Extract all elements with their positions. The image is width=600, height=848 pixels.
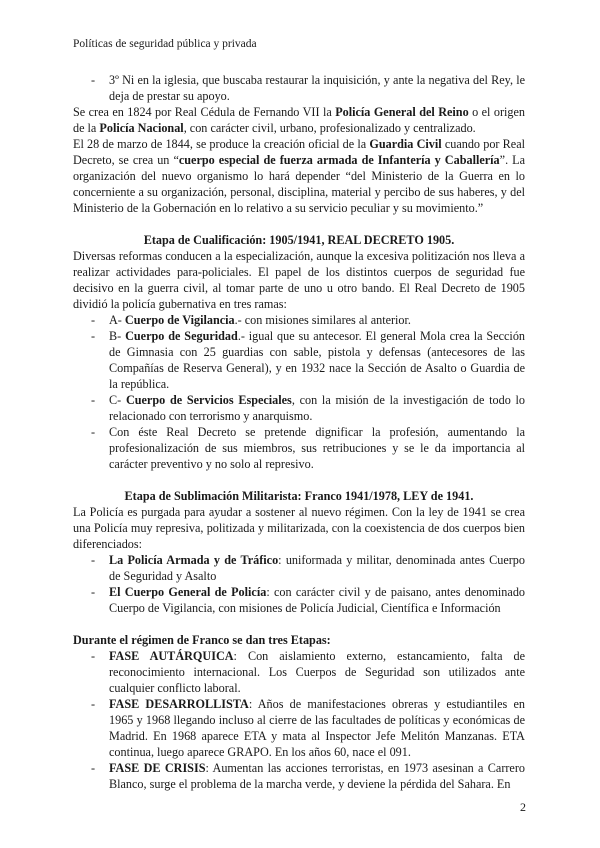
item-text: .- igual que su antecesor. El general Mola crea la Sección de Gimnasia con 25 guardias con sable, pistola y defensas (antecesores de las Compañías de Reserva General), y en 1932 nace la Sección de Asalto o Guardia de la república. [109, 329, 526, 391]
section-intro-cualificacion: Diversas reformas conducen a la especialización, aunque la excesiva politización nos lleva a realizar actividades para-policiales. El papel de los distintos cuerpos de seguridad fue decisivo en la guerra civil, al tomar parte de uno u otro bando. El Real Decreto de 1905 dividió la policía gubernativa en tres ramas: [73, 249, 525, 311]
running-header: Políticas de seguridad pública y privada [73, 38, 257, 50]
item-lead: Cuerpo de Servicios Especiales [125, 393, 292, 407]
text-run: cuando por Real Decreto, se crea un “ [73, 137, 526, 167]
document-body [73, 72, 525, 792]
item-lead: La Policía Armada y de Tráfico [109, 553, 279, 567]
section-title-cualificacion: Etapa de Cualificación: 1905/1941, REAL DECRETO 1905. [143, 233, 455, 247]
item-prefix: B- [109, 329, 126, 343]
intro-list [73, 72, 525, 104]
list-item [73, 392, 525, 424]
bold-term: Policía General del Reino [335, 105, 469, 119]
text-run: El 28 de marzo de 1844, se produce la creación oficial de la [73, 137, 370, 151]
list-sublimacion [73, 552, 525, 616]
list-item [73, 312, 525, 328]
list-item [73, 584, 525, 616]
list-item [73, 648, 525, 696]
list-cualificacion [73, 312, 525, 472]
item-lead: FASE AUTÁRQUICA [109, 649, 234, 663]
text-run: o el origen de la [73, 105, 525, 135]
intro-bullet-text: 3º Ni en la iglesia, que buscaba restaurar la inquisición, y ante la negativa del Rey, le deja de prestar su apoyo. [109, 73, 525, 103]
section-title-sublimacion: Etapa de Sublimación Militarista: Franco 1941/1978, LEY de 1941. [124, 489, 474, 503]
item-text: : Años de manifestaciones obreras y estudiantiles en 1965 y 1968 llegando incluso al cierre de las facultades de políticas y económicas de Madrid. En 1968 aparece ETA y mata al Inspector Jefe Melitón Manzanas. ETA continua, luego aparece GRAPO. En los años 60, nace el 091. [109, 697, 525, 759]
item-lead: Cuerpo de Vigilancia [124, 313, 235, 327]
list-etapas [73, 648, 525, 792]
bold-term: cuerpo especial de fuerza armada de Infantería y Caballería [178, 153, 500, 167]
list-item [73, 760, 525, 792]
list-item [73, 328, 525, 392]
item-text: .- con misiones similares al anterior. [234, 313, 411, 327]
subheading-etapas: Durante el régimen de Franco se dan tres Etapas: [73, 633, 331, 647]
list-item [73, 72, 525, 104]
paragraph-guardia-civil [73, 136, 525, 216]
item-text: : con carácter civil y de paisano, antes denominado Cuerpo de Vigilancia, con misiones de Policía Judicial, Científica e Información [109, 585, 526, 615]
item-lead: FASE DE CRISIS [109, 761, 206, 775]
item-text: : Con aislamiento externo, estancamiento, falta de reconocimiento internacional. Los Cuerpos de Seguridad son utilizados ante cualquier conflicto laboral. [109, 649, 525, 695]
item-text: : uniformada y militar, denominada antes Cuerpo de Seguridad y Asalto [109, 553, 525, 583]
item-lead: FASE DESARROLLISTA [109, 697, 249, 711]
page-number: 2 [520, 800, 526, 814]
text-run: , con carácter civil, urbano, profesionalizado y centralizado. [183, 121, 476, 135]
list-item [73, 552, 525, 584]
item-lead: Cuerpo de Seguridad [125, 329, 238, 343]
item-prefix: C- [109, 393, 126, 407]
bold-term: Policía Nacional [99, 121, 184, 135]
item-prefix: A- [109, 313, 125, 327]
list-item [73, 696, 525, 760]
item-text: : Aumentan las acciones terroristas, en 1973 asesinan a Carrero Blanco, surge el problema de la marcha verde, y deviene la pérdida del Sahara. En [109, 761, 525, 791]
bold-term: Guardia Civil [369, 137, 442, 151]
section-intro-sublimacion: La Policía es purgada para ayudar a sostener al nuevo régimen. Con la ley de 1941 se crea una Policía muy represiva, politizada y militarizada, con la coexistencia de dos cuerpos bien diferenciados: [73, 505, 525, 551]
item-text: , con la misión de la investigación de todo lo relacionado con terrorismo y anarquismo. [109, 393, 526, 423]
item-text: Con éste Real Decreto se pretende dignificar la profesión, aumentando la profesionalización de sus miembros, sus retribuciones y se le da importancia al carácter preventivo y no solo al represivo. [109, 425, 525, 471]
list-item [73, 424, 525, 472]
text-run: Se crea en 1824 por Real Cédula de Fernando VII la [73, 105, 336, 119]
item-lead: El Cuerpo General de Policía [109, 585, 267, 599]
paragraph-policia-general [73, 104, 525, 136]
text-run: ”. La organización del nuevo organismo lo hará depender “del Ministerio de la Guerra en lo concerniente a su organización, personal, disciplina, material y percibo de sus haberes, y del Ministerio de la Gobernación en lo relativo a su servicio peculiar y su movimiento.” [73, 153, 526, 215]
